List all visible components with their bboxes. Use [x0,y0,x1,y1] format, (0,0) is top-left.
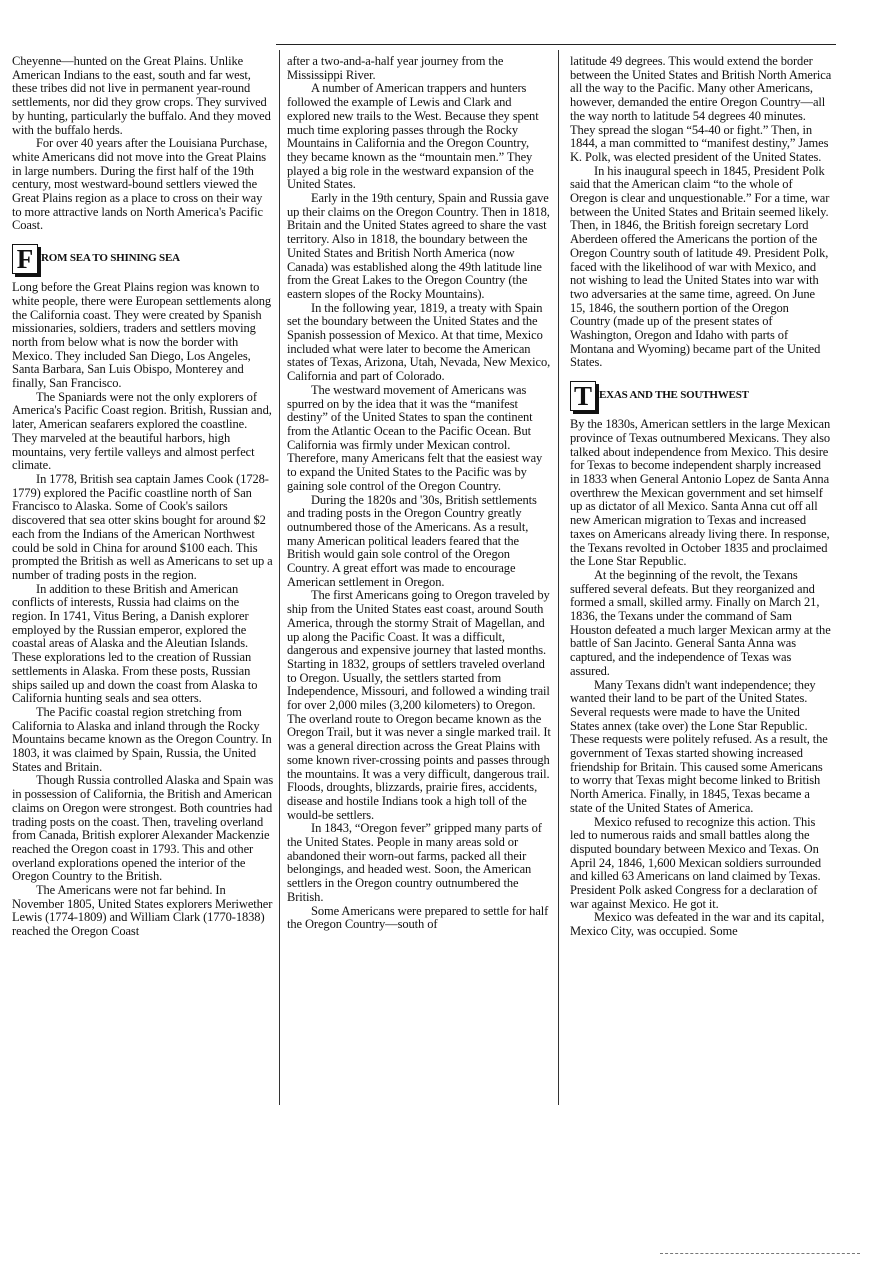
paragraph: after a two-and-a-half year journey from the Mississippi River. [287,54,504,82]
paragraph: Mexico was defeated in the war and its capital, Mexico City, was occupied. Some [570,910,825,939]
column-divider-1 [279,50,280,1105]
paragraph: Many Texans didn't want independence; they wanted their land to be part of the United States. Several requests were made to have the United States annex (take over) the Lone Star Republic. These requests were politely refused. As a result, the government of Texas started showing increased friendship for Britain. This caused some Americans to worry that Texas might become linked to British North America. Finally, in 1845, Texas became a state of the United States of America. [570,677,828,815]
paragraph: In 1778, British sea captain James Cook (1728-1779) explored the Pacific coastline north of San Francisco to Alaska. Some of Cook's sailors discovered that sea otter skins bought for around $2 each from the Indians of the American Northwest could be sold in China for around $100 each. This prompted the British as well as Americans to set up a number of trading posts in the region. [12,471,273,582]
paragraph: Early in the 19th century, Spain and Russia gave up their claims on the Oregon Country. Then in 1818, Britain and the United States agreed to share the vast territory. Also in 1818, the boundary between the United States and British North America (now Canada) was established along the 49th latitude line from the Great Lakes to the Oregon Country (the eastern slopes of the Rocky Mountains). [287,191,550,301]
paragraph: The first Americans going to Oregon traveled by ship from the United States east coast, around South America, through the stormy Strait of Magellan, and up along the Pacific Coast. It was a difficult, dangerous and expensive journey that lasted months. Starting in 1832, groups of settlers traveled overland to Oregon. Usually, the settlers started from Independence, Missouri, and followed a winding trail for over 2,000 miles (3,200 kilometers) to Oregon. The overland route to Oregon became known as the Oregon Trail, but it was never a single marked trail. It was a general direction across the Great Plains with some known river-crossing points and passes through the mountains. It was a very difficult, dangerous trail. Floods, droughts, blizzards, prairie fires, accidents, disease and hostile Indians took a high toll of the would-be settlers. [287,588,551,822]
paragraph: The westward movement of Americans was spurred on by the idea that it was the “manifest destiny” of the United States to span the continent from the Atlantic Ocean to the Pacific Ocean. But California was firmly under Mexican control. Therefore, many Americans felt that the easiest way to expand the United States to the Pacific was by gaining sole control of the Oregon Country. [287,382,543,493]
column-2 [287,55,551,932]
column-divider-2 [558,50,559,1105]
top-rule [276,44,836,45]
paragraph: In his inaugural speech in 1845, President Polk said that the American claim “to the whole of Oregon is clear and unquestionable.” For a time, war between the United States and Britain seemed likely. Then, in 1846, the British foreign secretary Lord Aberdeen offered the Americans the portion of the Oregon Country south of latitude 49. President Polk, faced with the likelihood of war with Mexico, and not wishing to lead the United States into war with two adversaries at the same time, agreed. On June 15, 1846, the southern portion of the Oregon Country (made up of the present states of Washington, Oregon and Idaho with parts of Montana and Wyoming) became part of the United States. [570,163,830,370]
paragraph: Long before the Great Plains region was known to white people, there were European settlements along the California coast. They were created by Spanish missionaries, soldiers, traders and settlers moving north from below what is now the border with Mexico. They included San Diego, Los Angeles, Santa Barbara, San Luis Obispo, Monterey and finally, San Francisco. [12,280,272,391]
column-3 [570,55,832,939]
column-1 [12,55,274,939]
paragraph: The Americans were not far behind. In November 1805, United States explorers Meriwether Lewis (1774-1809) and William Clark (1770-1838) reached the Oregon Coast [12,883,273,939]
paragraph: In addition to these British and American conflicts of interests, Russia had claims on the region. In 1741, Vitus Bering, a Danish explorer employed by the Russian emperor, explored the coastal areas of Alaska and the Aleutian Islands. These explorations led to the creation of Russian settlements in Alaska. From these posts, Russian ships sailed up and down the coast from Alaska to California hunting seals and sea otters. [12,581,258,706]
paragraph: The Spaniards were not the only explorers of America's Pacific Coast region. British, Russian and, later, American seafarers explored the coastline. They marveled at the beautiful harbors, high mountains, very fertile valleys and almost perfect climate. [12,389,272,473]
drop-cap: T [570,381,596,411]
bottom-dashed-rule [660,1253,860,1254]
section-heading [12,243,274,275]
section-heading [570,380,832,412]
paragraph: During the 1820s and '30s, British settlements and trading posts in the Oregon Country greatly outnumbered those of the Americans. As a result, many American political leaders feared that the British would gain sole control of the Oregon Country. A great effort was made to encourage American settlement in Oregon. [287,492,537,589]
paragraph: Some Americans were prepared to settle for half the Oregon Country—south of [287,903,549,932]
section-heading-text: ROM SEA TO SHINING SEA [41,252,180,265]
paragraph: A number of American trappers and hunters followed the example of Lewis and Clark and explored new trails to the West. Because they spent much time exploring passes through the Rocky Mountains in California and the Oregon Country, they became known as the “mountain men.” They played a big role in the westward expansion of the United States. [287,81,539,192]
paragraph: In the following year, 1819, a treaty with Spain set the boundary between the United States and the Spanish possession of Mexico. At that time, Mexico included what were later to become the American states of Texas, Arizona, Utah, Nevada, New Mexico, California and part of Colorado. [287,300,551,384]
paragraph: Cheyenne—hunted on the Great Plains. Unlike American Indians to the east, south and far west, these tribes did not live in permanent year-round settlements, nor did they grow crops. They survived by hunting, particularly the buffalo. And they moved with the buffalo herds. [12,54,271,137]
paragraph: The Pacific coastal region stretching from California to Alaska and inland through the Rocky Mountains became known as the Oregon Country. In 1803, it was claimed by Spain, Russia, the United States and Britain. [12,704,272,774]
drop-cap: F [12,244,38,274]
section-heading-text: EXAS AND THE SOUTHWEST [599,389,749,402]
paragraph: latitude 49 degrees. This would extend the border between the United States and British North America all the way to the Pacific. Many other Americans, however, demanded the entire Oregon Country—all the way north to latitude 54 degrees 40 minutes. They spread the slogan “54-40 or fight.” Then, in 1844, a man committed to “manifest destiny,” James K. Polk, was elected president of the United States. [570,54,832,164]
paragraph: In 1843, “Oregon fever” gripped many parts of the United States. People in many areas sold or abandoned their worn-out farms, packed all their belongings, and headed west. Soon, the American settlers in the Oregon country outnumbered the British. [287,821,542,904]
paragraph: At the beginning of the revolt, the Texans suffered several defeats. But they reorganized and formed a small, skilled army. Finally on March 21, 1836, the Texans under the command of Sam Houston defeated a much larger Mexican army at the battle of San Jacinto. General Santa Anna was captured, and the independence of Texas was assured. [570,567,831,678]
paragraph: Though Russia controlled Alaska and Spain was in possession of California, the British and American claims on Oregon were strongest. Both countries had trading posts on the coast. Then, traveling overland from Canada, British explorer Alexander Mackenzie reached the Oregon coast in 1793. This and other overland explorations opened the interior of the Oregon Country to the British. [12,773,274,884]
paragraph: Mexico refused to recognize this action. This led to numerous raids and small battles along the disputed boundary between Mexico and Texas. On April 24, 1846, 1,600 Mexican soldiers surrounded and killed 63 Americans on land claimed by Texas. President Polk asked Congress for a declaration of war against Mexico. He got it. [570,814,821,911]
paragraph: By the 1830s, American settlers in the large Mexican province of Texas outnumbered Mexicans. They also talked about independence from Mexico. This desire for Texas to become independent sharply increased in 1833 when General Antonio Lopez de Santa Anna overthrew the Mexican government and set himself up as dictator of all Mexico. Santa Anna cut off all new American migration to Texas and increased taxes on Americans already living there. In response, the Texans revolted in October 1835 and proclaimed the Lone Star Republic. [570,417,831,569]
paragraph: For over 40 years after the Louisiana Purchase, white Americans did not move into the Great Plains in large numbers. During the first half of the 19th century, most westward-bound settlers viewed the Great Plains region as a place to cross on their way to more attractive lands on North America's Pacific Coast. [12,136,268,233]
